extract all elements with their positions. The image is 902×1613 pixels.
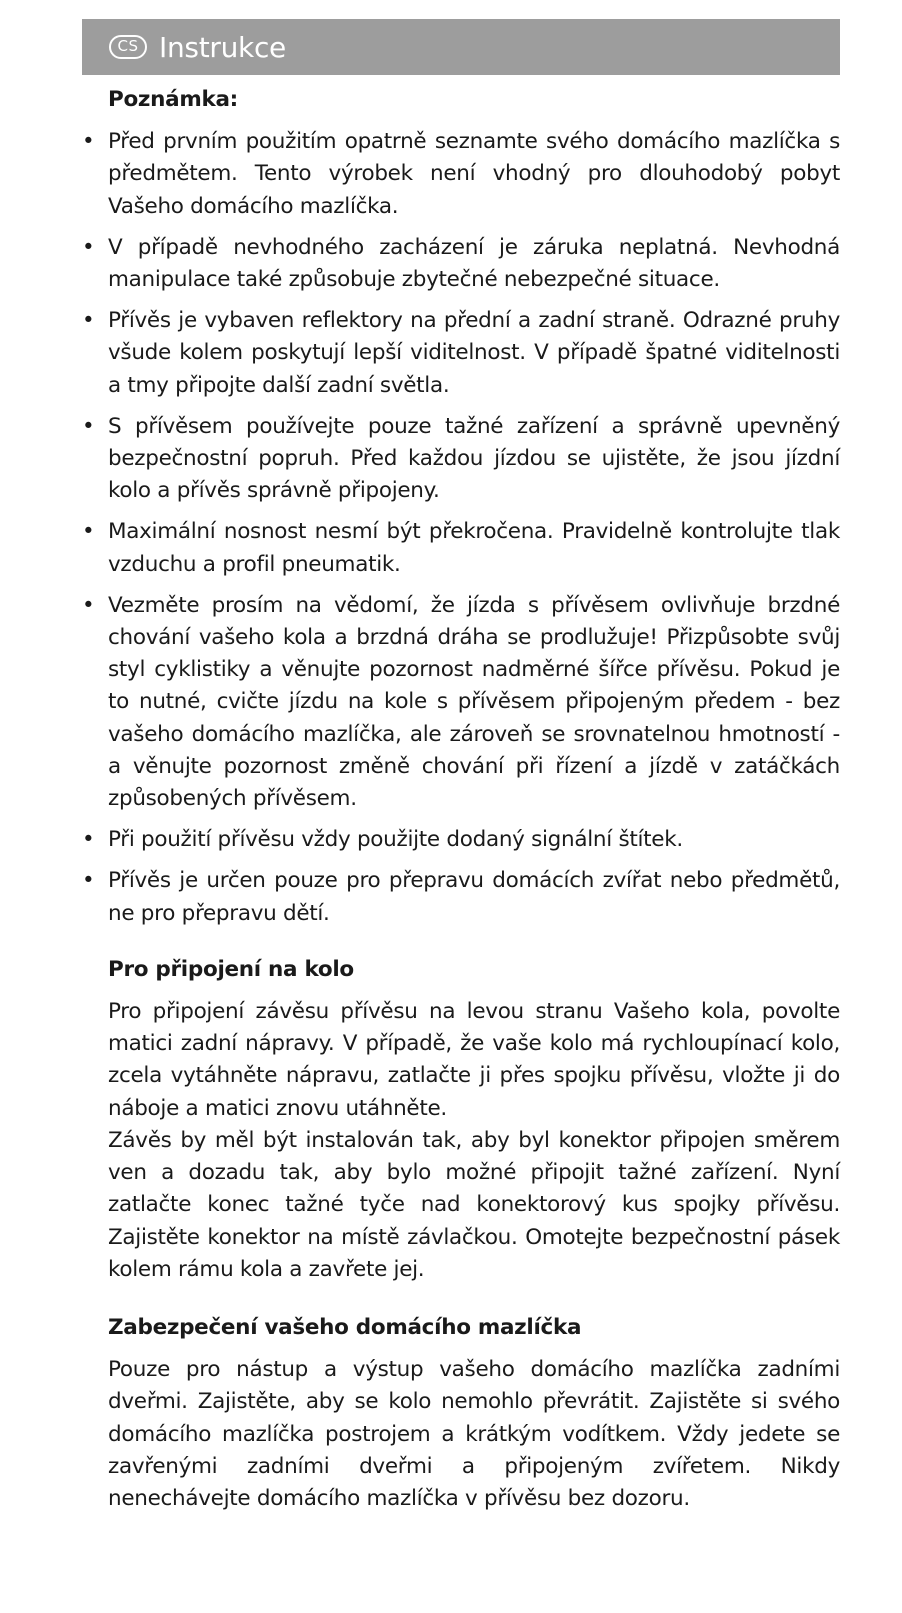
note-item: • Přívěs je vybaven reflektory na přední a zadní straně. Odrazné pruhy všude kolem poskytují lepší viditelnost. V případě špatné viditelnosti a tmy připojte další zadní světla.: [108, 305, 840, 402]
note-item: • V případě nevhodného zacházení je záruka neplatná. Nevhodná manipulace také způsobuje zbytečné nebezpečné situace.: [108, 232, 840, 296]
note-heading: Poznámka:: [108, 87, 238, 112]
page-title: Instrukce: [159, 30, 286, 64]
note-item: • Přívěs je určen pouze pro přepravu domácích zvířat nebo předmětů, ne pro přepravu dětí.: [108, 865, 840, 929]
attach-paragraph: Závěs by měl být instalován tak, aby byl konektor připojen směrem ven a dozadu tak, aby bylo možné připojit tažné zařízení. Nyní zatlačte konec tažné tyče nad konektorový kus spojky přívěsu. Zajistěte konektor na místě závlačkou. Omotejte bezpečnostní pásek kolem rámu kola a zavřete jej.: [108, 1127, 840, 1282]
secure-section: [108, 1312, 840, 1515]
note-item: • Při použití přívěsu vždy použijte dodaný signální štítek.: [108, 824, 840, 856]
secure-paragraph: Pouze pro nástup a výstup vašeho domácího mazlíčka zadními dveřmi. Zajistěte, aby se kolo nemohlo převrátit. Zajistěte si svého domácího mazlíčka postrojem a krátkým vodítkem. Vždy jedete se zavřenými zadními dveřmi a připojeným zvířetem. Nikdy nenechávejte domácího mazlíčka v přívěsu bez dozoru.: [108, 1357, 840, 1511]
secure-heading: Zabezpečení vašeho domácího mazlíčka: [108, 1314, 582, 1340]
attach-section: [108, 954, 840, 1286]
document-body: [108, 84, 840, 1515]
note-item: • Vezměte prosím na vědomí, že jízda s přívěsem ovlivňuje brzdné chování vašeho kola a brzdná dráha se prodlužuje! Přizpůsobte svůj styl cyklistiky a věnujte pozornost nadměrné šířce přívěsu. Pokud je to nutné, cvičte jízdu na kole s přívěsem připojeným předem - bez vašeho domácího mazlíčka, ale zároveň se srovnatelnou hmotností - a věnujte pozornost změně chování při řízení a jízdě v zatáčkách způsobených přívěsem.: [108, 590, 840, 815]
section-header: [82, 19, 840, 75]
note-item: • S přívěsem používejte pouze tažné zařízení a správně upevněný bezpečnostní popruh. Před každou jízdou se ujistěte, že jsou jízdní kolo a přívěs správně připojeny.: [108, 411, 840, 508]
attach-heading: Pro připojení na kolo: [108, 956, 354, 982]
note-list: [108, 126, 840, 930]
language-badge: CS: [109, 35, 147, 59]
attach-paragraph: Pro připojení závěsu přívěsu na levou stranu Vašeho kola, povolte matici zadní nápravy. V případě, že vaše kolo má rychloupínací kolo, zcela vytáhněte nápravu, zatlačte ji přes spojku přívěsu, vložte ji do náboje a matici znovu utáhněte.: [108, 999, 840, 1121]
note-item: • Před prvním použitím opatrně seznamte svého domácího mazlíčka s předmětem. Tento výrobek není vhodný pro dlouhodobý pobyt Vašeho domácího mazlíčka.: [108, 126, 840, 223]
note-item: • Maximální nosnost nesmí být překročena. Pravidelně kontrolujte tlak vzduchu a profil pneumatik.: [108, 516, 840, 580]
